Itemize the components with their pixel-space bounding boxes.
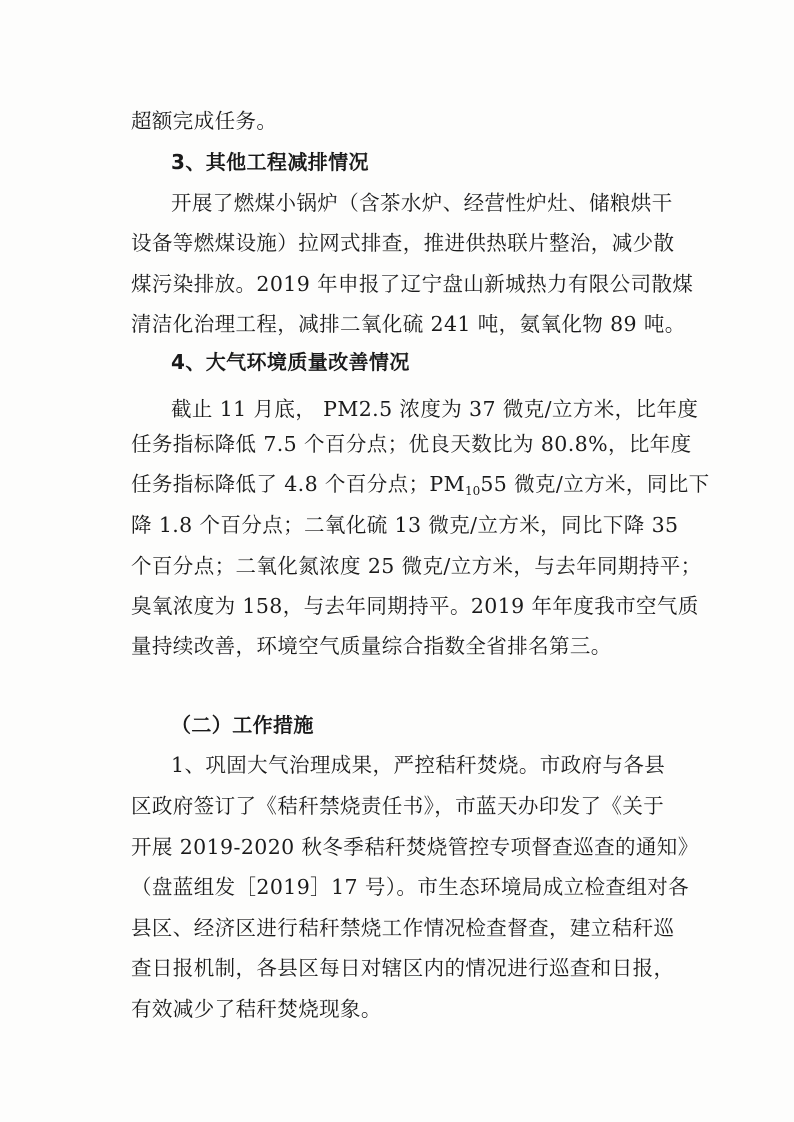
- paragraph-line: 设备等燃煤设施）拉网式排查，推进供热联片整治，减少散: [131, 231, 675, 255]
- paragraph-line: 煤污染排放。2019 年申报了辽宁盘山新城热力有限公司散煤: [131, 272, 694, 296]
- pm10-subscript: 10: [465, 484, 481, 498]
- paragraph-line: 县区、经济区进行秸秆禁烧工作情况检查督查，建立秸秆巡: [131, 916, 675, 940]
- paragraph-line: 超额完成任务。: [131, 109, 278, 133]
- paragraph-line: 有效减少了秸秆焚烧现象。: [131, 997, 382, 1021]
- paragraph-line: 清洁化治理工程，减排二氧化硫 241 吨，氨氧化物 89 吨。: [131, 312, 686, 336]
- paragraph-line: 个百分点；二氧化氮浓度 25 微克/立方米，与去年同期持平；: [131, 554, 702, 578]
- pm10-text-before: 任务指标降低了 4.8 个百分点；PM: [131, 472, 466, 496]
- paragraph-line: 臭氧浓度为 158，与去年同期持平。2019 年年度我市空气质: [131, 594, 699, 618]
- paragraph-line: 截止 11 月底， PM2.5 浓度为 37 微克/立方米，比年度: [171, 397, 699, 421]
- paragraph-line: （盘蓝组发［2019］17 号）。市生态环境局成立检查组对各: [131, 875, 690, 899]
- paragraph-line: 任务指标降低 7.5 个百分点；优良天数比为 80.8%，比年度: [131, 432, 692, 456]
- paragraph-line-pm10: [131, 469, 710, 499]
- section-heading: 3、其他工程减排情况: [171, 150, 369, 174]
- paragraph-line: 量持续改善，环境空气质量综合指数全省排名第三。: [131, 634, 612, 658]
- paragraph-line: 1、巩固大气治理成果，严控秸秆焚烧。市政府与各县: [171, 753, 666, 777]
- paragraph-line: 降 1.8 个百分点；二氧化硫 13 微克/立方米，同比下降 35: [131, 513, 679, 537]
- paragraph-line: 开展 2019-2020 秋冬季秸秆焚烧管控专项督查巡查的通知》: [131, 835, 699, 859]
- section-heading: 4、大气环境质量改善情况: [171, 350, 410, 374]
- paragraph-line: 开展了燃煤小锅炉（含茶水炉、经营性炉灶、储粮烘干: [171, 191, 673, 215]
- pm10-text-after: 55 微克/立方米，同比下: [480, 472, 710, 496]
- paragraph-line: 查日报机制，各县区每日对辖区内的情况进行巡查和日报，: [131, 956, 675, 980]
- paragraph-line: 区政府签订了《秸秆禁烧责任书》，市蓝天办印发了《关于: [131, 794, 665, 818]
- section-heading: （二）工作措施: [171, 713, 314, 737]
